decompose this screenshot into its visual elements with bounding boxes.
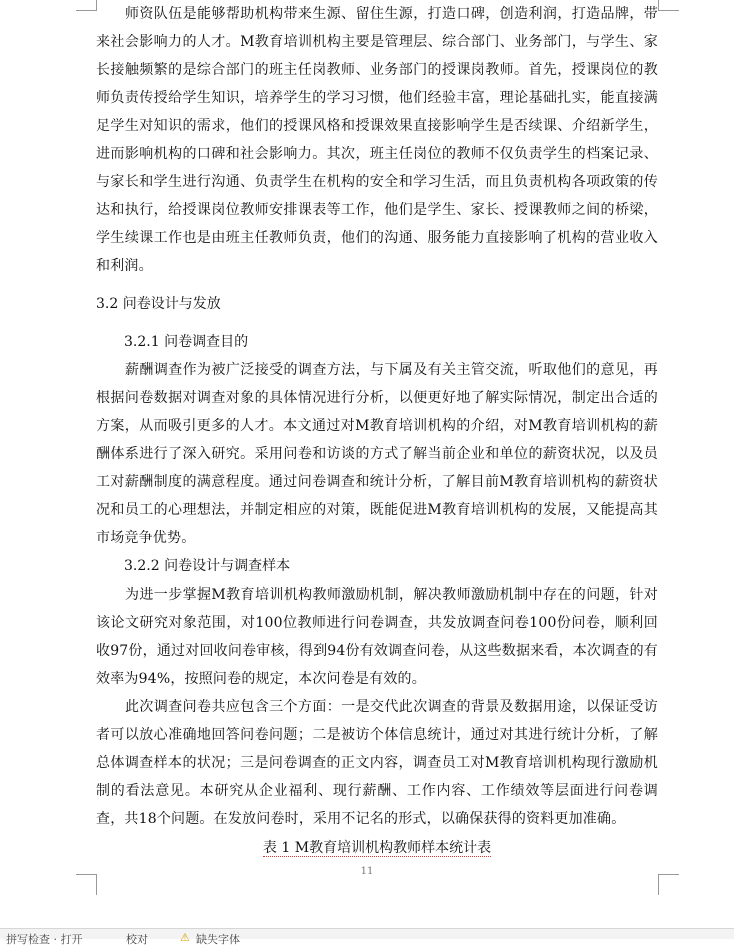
margin-corner-bottom-right [658, 874, 679, 895]
subsection-heading-purpose[interactable]: 3.2.1 问卷调查目的 [124, 334, 249, 350]
missing-font-status[interactable]: 缺失字体 [196, 933, 240, 946]
table-caption[interactable] [96, 834, 658, 862]
page-number: 11 [360, 866, 374, 877]
margin-corner-top-right [658, 0, 679, 11]
body-paragraph-sample[interactable]: 为进一步掌握M教育培训机构教师激励机制，解决教师激励机制中存在的问题，针对该论文研究对象范围，对100位教师进行问卷调查，共发放调查问卷100份问卷，顺利回收97份，通过对回收问卷审核，得到94份有效调查问卷，从这些数据来看，本次调查的有效率为94%，按照问卷的规定，本次问卷是有效的。 [96, 587, 658, 687]
subsection-heading-sample[interactable]: 3.2.2 问卷设计与调查样本 [124, 558, 291, 574]
table-caption-text: 表 1 M教育培训机构教师样本统计表 [262, 840, 492, 856]
margin-corner-bottom-left [76, 874, 97, 895]
spellcheck-status[interactable]: 拼写检查 · 打开 [6, 933, 83, 946]
section-heading[interactable]: 3.2 问卷设计与发放 [96, 296, 221, 312]
warning-icon: ⚠ [180, 931, 190, 944]
body-paragraph-purpose[interactable]: 薪酬调查作为被广泛接受的调查方法，与下属及有关主管交流，听取他们的意见，再根据问卷数据对调查对象的具体情况进行分析，以便更好地了解实际情况，制定出合适的方案，从而吸引更多的人才。本文通过对M教育培训机构的介绍，对M教育培训机构的薪酬体系进行了深入研究。采用问卷和访谈的方式了解当前企业和单位的薪资状况，以及员工对薪酬制度的满意程度。通过问卷调查和统计分析，了解目前M教育培训机构的薪资状况和员工的心理想法，并制定相应的对策，既能促进M教育培训机构的发展，又能提高其市场竞争优势。 [96, 362, 658, 546]
body-paragraph-structure[interactable]: 此次调查问卷共应包含三个方面：一是交代此次调查的背景及数据用途，以保证受访者可以放心准确地回答问卷问题；二是被访个体信息统计，通过对其进行统计分析，了解总体调查样本的状况；三是问卷调查的正文内容，调查员工对M教育培训机构现行激励机制的看法意见。本研究从企业福利、现行薪酬、工作内容、工作绩效等层面进行问卷调查，共18个问题。在发放问卷时，采用不记名的形式，以确保获得的资料更加准确。 [96, 699, 658, 827]
body-paragraph-intro[interactable]: 师资队伍是能够帮助机构带来生源、留住生源，打造口碑，创造利润，打造品牌，带来社会影响力的人才。M教育培训机构主要是管理层、综合部门、业务部门，与学生、家长接触频繁的是综合部门的班主任岗教师、业务部门的授课岗教师。首先，授课岗位的教师负责传授给学生知识，培养学生的学习习惯，他们经验丰富，理论基础扎实，能直接满足学生对知识的需求，他们的授课风格和授课效果直接影响学生是否续课、介绍新学生，进而影响机构的口碑和社会影响力。其次，班主任岗位的教师不仅负责学生的档案记录、与家长和学生进行沟通、负责学生在机构的安全和学习生活，而且负责机构各项政策的传达和执行，给授课岗位教师安排课表等工作，他们是学生、家长、授课教师之间的桥梁，学生续课工作也是由班主任教师负责，他们的沟通、服务能力直接影响了机构的营业收入和利润。 [96, 6, 658, 274]
margin-corner-top-left [76, 0, 97, 11]
status-bar [0, 928, 734, 946]
proofread-status[interactable]: 校对 [126, 933, 148, 946]
